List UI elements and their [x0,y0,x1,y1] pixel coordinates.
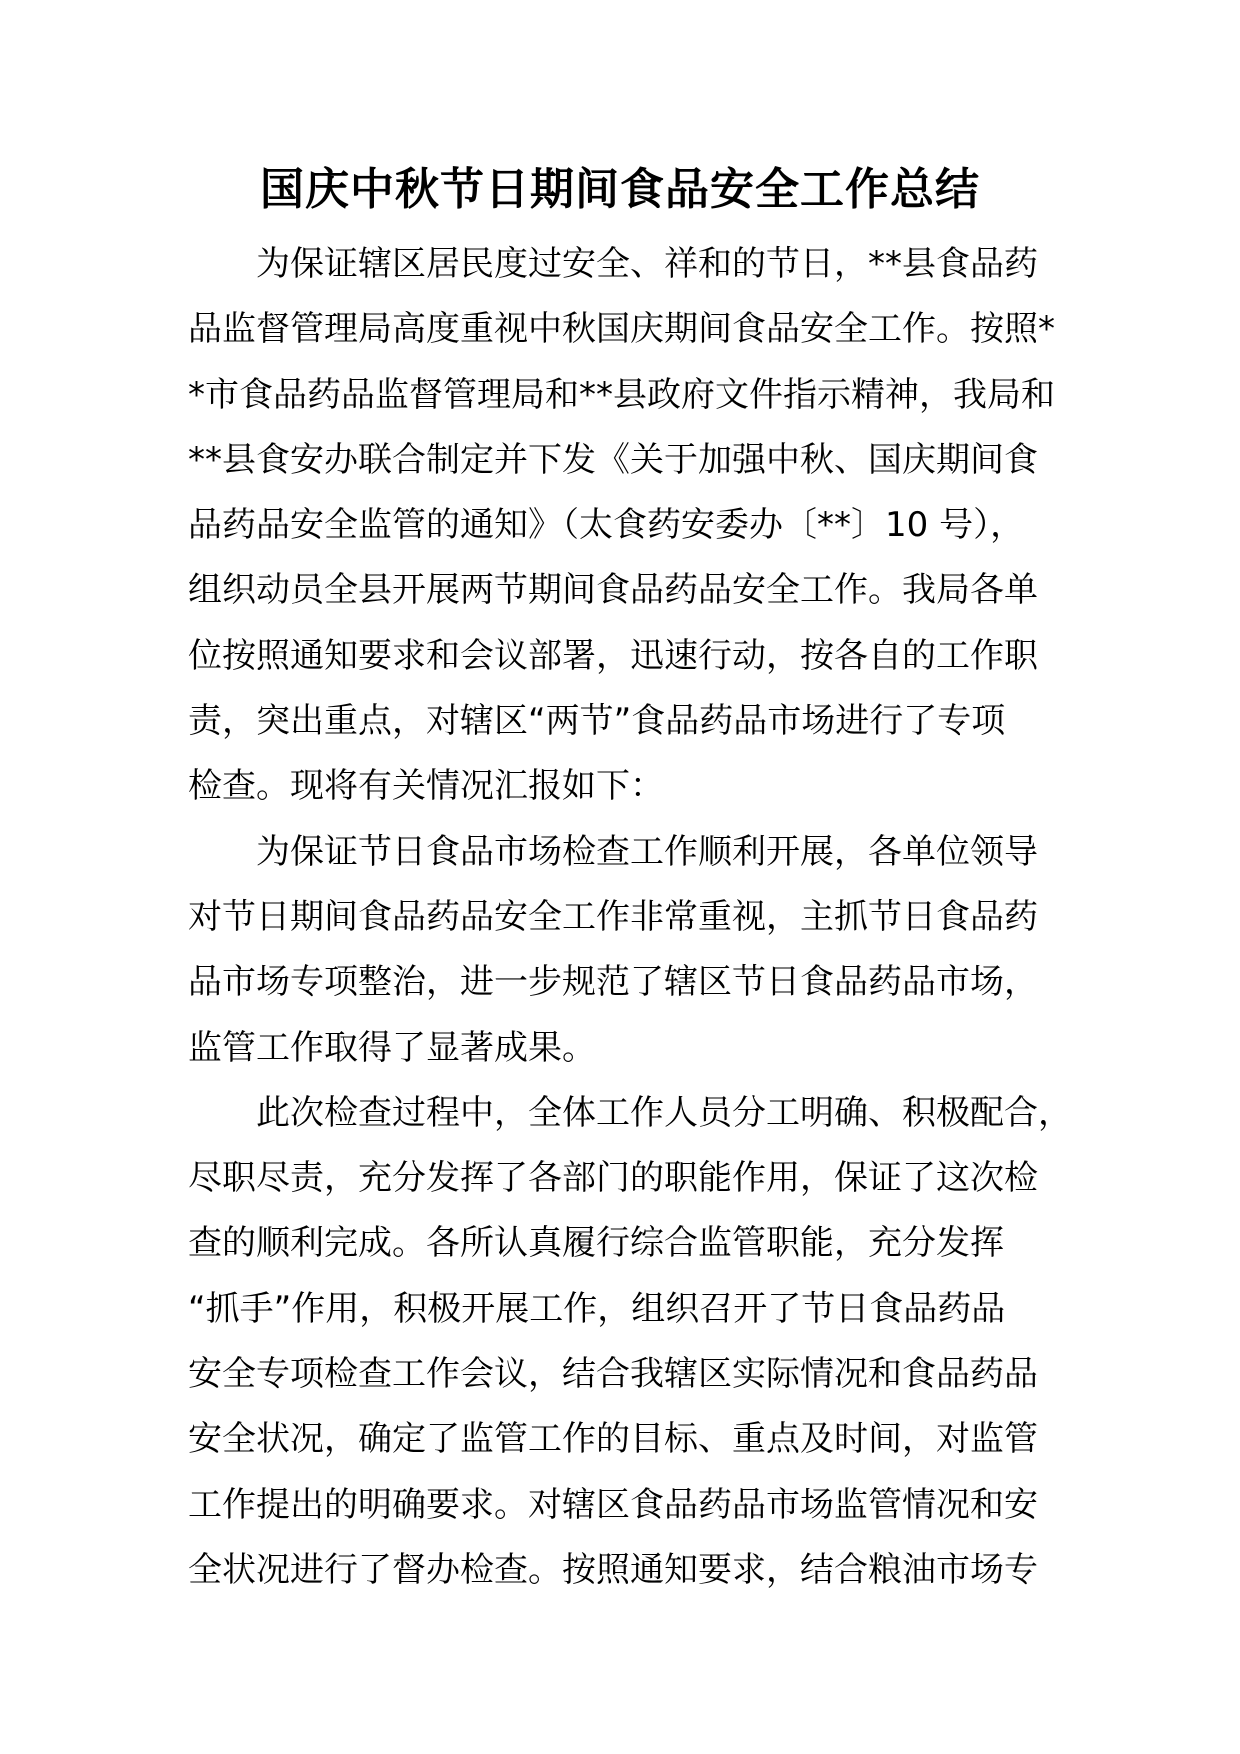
document-title: 国庆中秋节日期间食品安全工作总结 [260,164,980,215]
paragraph-line: 对节日期间食品药品安全工作非常重视，主抓节日食品药 [188,896,1038,937]
paragraph-1 [188,232,1058,820]
paragraph-line: 品市场专项整治，进一步规范了辖区节日食品药品市场， [188,962,1038,1003]
paragraph-line: 工作提出的明确要求。对辖区食品药品市场监管情况和安 [188,1484,1038,1525]
paragraph-line: **县食安办联合制定并下发《关于加强中秋、国庆期间食 [188,439,1038,480]
paragraph-line: 安全专项检查工作会议，结合我辖区实际情况和食品药品 [188,1354,1038,1395]
paragraph-line: 监管工作取得了显著成果。 [188,1027,596,1068]
paragraph-line: 组织动员全县开展两节期间食品药品安全工作。我局各单 [188,570,1038,611]
paragraph-line: *市食品药品监督管理局和**县政府文件指示精神，我局和 [188,374,1055,415]
paragraph-line: 为保证节日食品市场检查工作顺利开展，各单位领导 [188,831,1038,872]
paragraph-line: 尽职尽责，充分发挥了各部门的职能作用，保证了这次检 [188,1158,1038,1199]
paragraph-line: 安全状况，确定了监管工作的目标、重点及时间，对监管 [188,1419,1038,1460]
paragraph-line: 品监督管理局高度重视中秋国庆期间食品安全工作。按照* [188,309,1055,350]
paragraph-line: 检查。现将有关情况汇报如下： [188,766,664,807]
paragraph-line: “抓手”作用，积极开展工作，组织召开了节日食品药品 [188,1288,1006,1329]
paragraph-2 [188,820,1058,1081]
paragraph-line: 位按照通知要求和会议部署，迅速行动，按各自的工作职 [188,635,1038,676]
paragraph-line: 查的顺利完成。各所认真履行综合监管职能，充分发挥 [188,1223,1004,1264]
paragraph-3 [188,1081,1072,1603]
paragraph-line: 品药品安全监管的通知》（太食药安委办〔**〕10 号）， [188,505,1025,546]
paragraph-line: 全状况进行了督办检查。按照通知要求，结合粮油市场专 [188,1549,1038,1590]
document-body [188,232,1072,1603]
paragraph-line: 责，突出重点，对辖区“两节”食品药品市场进行了专项 [188,701,1006,742]
paragraph-line: 此次检查过程中，全体工作人员分工明确、积极配合， [188,1092,1072,1133]
paragraph-line: 为保证辖区居民度过安全、祥和的节日，**县食品药 [188,244,1038,284]
